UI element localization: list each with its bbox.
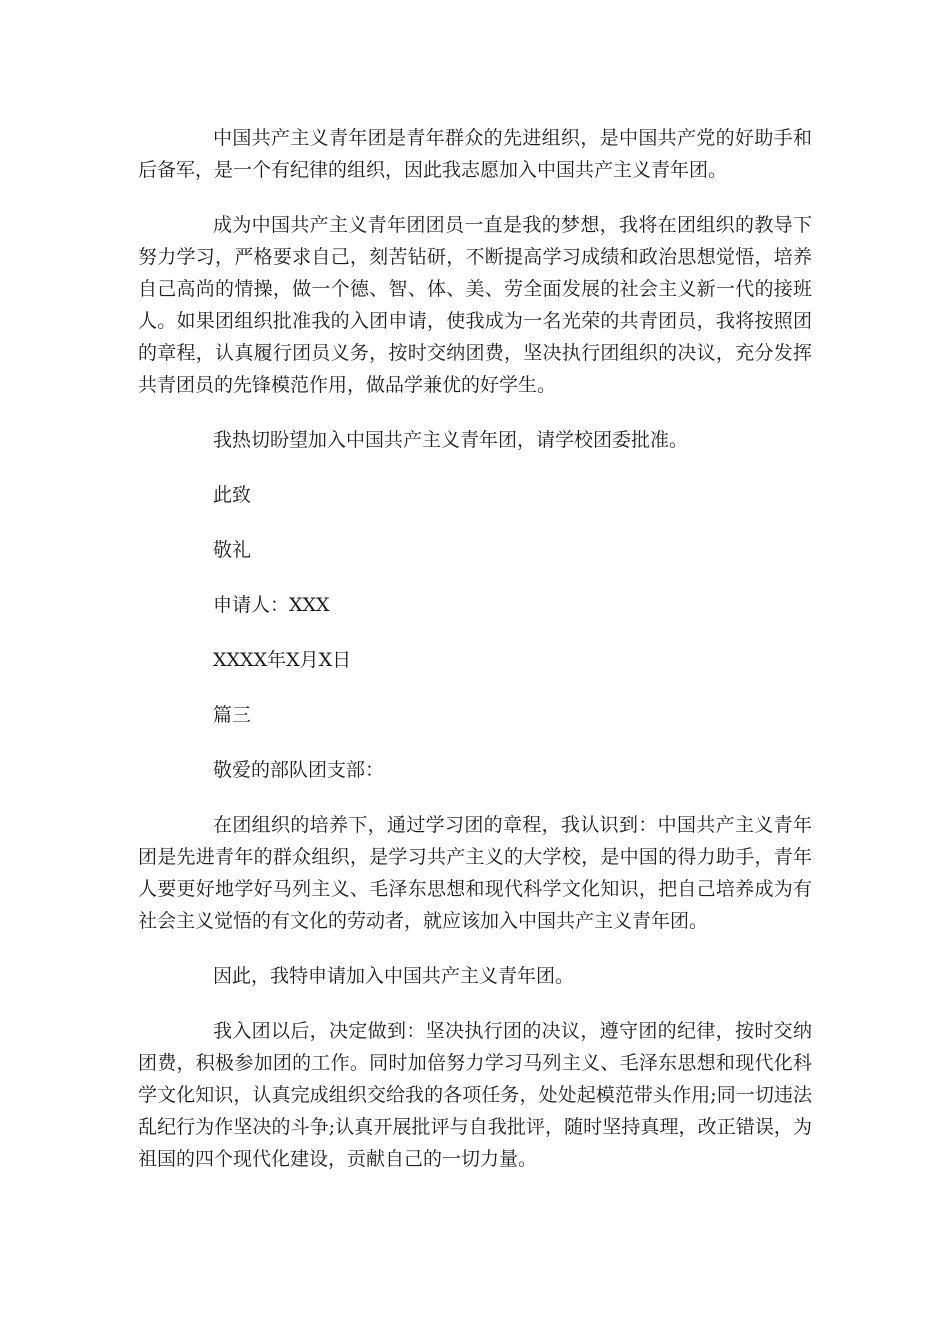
- closing-regards: 敬礼: [213, 539, 252, 561]
- document-body: [138, 122, 812, 1198]
- paragraph-dream: 成为中国共产主义青年团团员一直是我的梦想，我将在团组织的教导下努力学习，严格要求自己，刻苦钻研，不断提高学习成绩和政治思想觉悟，培养自己高尚的情操，做一个德、智、体、美、劳全面发展的社会主义新一代的接班人。如果团组织批准我的入团申请，使我成为一名光荣的共青团员，我将按照团的章程，认真履行团员义务，按时交纳团费，坚决执行团组织的决议，充分发挥共青团员的先锋模范作用，做品学兼优的好学生。: [138, 214, 812, 396]
- paragraph-request: 我热切盼望加入中国共产主义青年团，请学校团委批准。: [213, 429, 689, 451]
- greeting: 敬爱的部队团支部：: [213, 759, 385, 781]
- paragraph-commitments: 我入团以后，决定做到：坚决执行团的决议，遵守团的纪律，按时交纳团费，积极参加团的工作。同时加倍努力学习马列主义、毛泽东思想和现代化科学文化知识，认真完成组织交给我的各项任务，处处起模范带头作用;同一切违法乱纪行为作坚决的斗争;认真开展批评与自我批评，随时坚持真理，改正错误，为祖国的四个现代化建设，贡献自己的一切力量。: [138, 1020, 812, 1170]
- section-heading: 篇三: [213, 704, 252, 726]
- paragraph-apply: 因此，我特申请加入中国共产主义青年团。: [213, 965, 575, 987]
- paragraph-understanding: 在团组织的培养下，通过学习团的章程，我认识到：中国共产主义青年团是先进青年的群众组织，是学习共产主义的大学校，是中国的得力助手，青年人要更好地学好马列主义、毛泽东思想和现代科学文化知识，把自己培养成为有社会主义觉悟的有文化的劳动者，就应该加入中国共产主义青年团。: [138, 814, 812, 932]
- application-date: XXXX年X月X日: [213, 649, 352, 671]
- applicant-name: 申请人：XXX: [213, 594, 330, 616]
- paragraph-intro: 中国共产主义青年团是青年群众的先进组织，是中国共产党的好助手和后备军，是一个有纪律的组织，因此我志愿加入中国共产主义青年团。: [138, 127, 812, 181]
- closing-salutation: 此致: [213, 484, 252, 506]
